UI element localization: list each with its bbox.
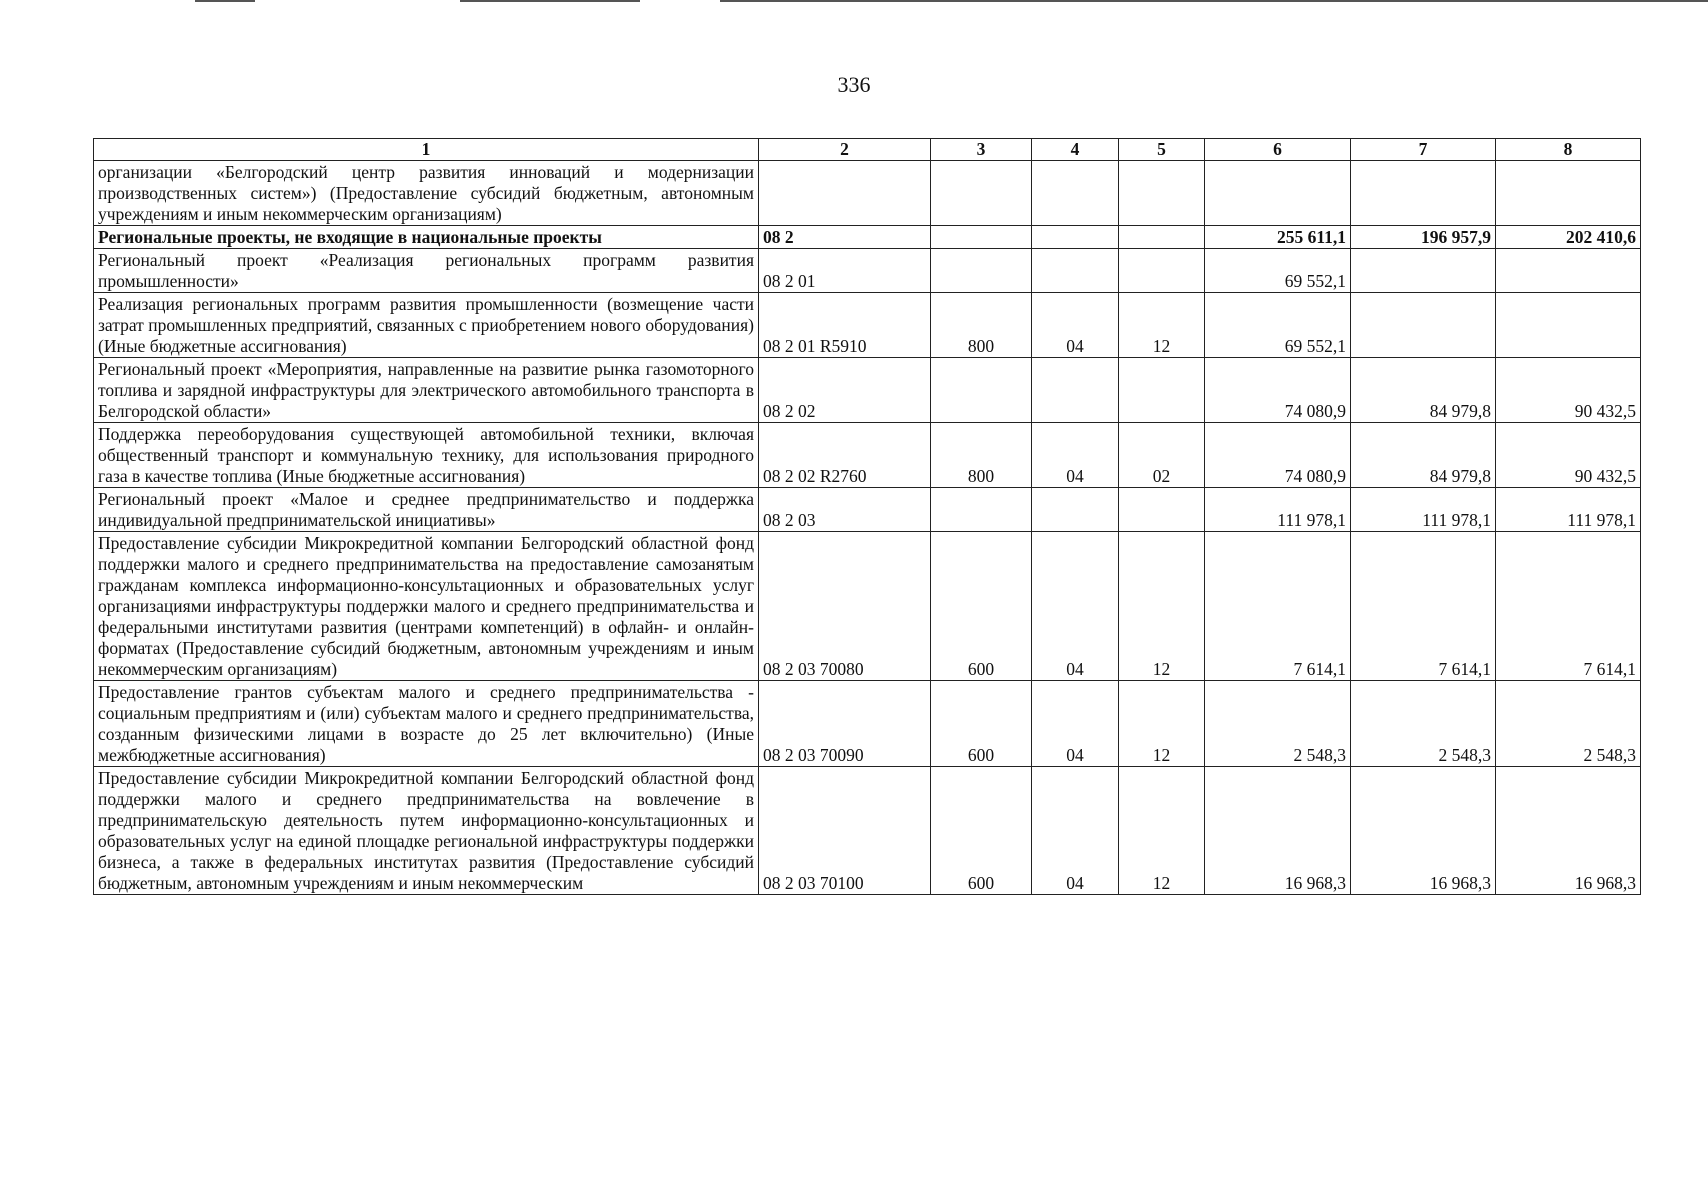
table-row: [94, 226, 1641, 249]
amount-year3-cell: [1496, 249, 1641, 293]
expense-type-cell: [931, 226, 1032, 249]
top-rule: [720, 0, 1708, 2]
expense-type-cell: [931, 358, 1032, 423]
amount-year2-cell: [1351, 161, 1496, 226]
column-header: 2: [759, 139, 931, 161]
table-row: [94, 293, 1641, 358]
amount-year3-cell: [1496, 293, 1641, 358]
section-cell: [1032, 488, 1119, 532]
expense-type-cell: [931, 488, 1032, 532]
section-cell: 04: [1032, 681, 1119, 767]
budget-table: [93, 138, 1641, 895]
amount-year3-cell: 111 978,1: [1496, 488, 1641, 532]
table-row: [94, 423, 1641, 488]
subsection-cell: 02: [1119, 423, 1205, 488]
amount-year3-cell: 90 432,5: [1496, 423, 1641, 488]
amount-year1-cell: 111 978,1: [1205, 488, 1351, 532]
table-row: [94, 358, 1641, 423]
amount-year1-cell: 7 614,1: [1205, 532, 1351, 681]
amount-year1-cell: [1205, 161, 1351, 226]
description-cell: Региональный проект «Мероприятия, направленные на развитие рынка газомоторного топлива и зарядной инфраструктуры для электрического автомобильного транспорта в Белгородской области»: [94, 358, 759, 423]
code-cell: 08 2 01: [759, 249, 931, 293]
amount-year3-cell: [1496, 161, 1641, 226]
table-row: [94, 488, 1641, 532]
amount-year1-cell: 69 552,1: [1205, 249, 1351, 293]
description-cell: организации «Белгородский центр развития инноваций и модернизации производственных систем») (Предоставление субсидий бюджетным, автономным учреждениям и иным некоммерческим организациям): [94, 161, 759, 226]
code-cell: 08 2 02: [759, 358, 931, 423]
column-header: 6: [1205, 139, 1351, 161]
column-header: 3: [931, 139, 1032, 161]
top-rule: [195, 0, 255, 2]
amount-year3-cell: 16 968,3: [1496, 767, 1641, 895]
amount-year1-cell: 69 552,1: [1205, 293, 1351, 358]
column-header: 4: [1032, 139, 1119, 161]
amount-year1-cell: 255 611,1: [1205, 226, 1351, 249]
amount-year2-cell: 84 979,8: [1351, 358, 1496, 423]
code-cell: 08 2: [759, 226, 931, 249]
table-row: [94, 532, 1641, 681]
amount-year2-cell: 84 979,8: [1351, 423, 1496, 488]
subsection-cell: [1119, 488, 1205, 532]
subsection-cell: 12: [1119, 767, 1205, 895]
expense-type-cell: 600: [931, 767, 1032, 895]
column-header: 7: [1351, 139, 1496, 161]
expense-type-cell: 600: [931, 532, 1032, 681]
section-cell: 04: [1032, 767, 1119, 895]
section-cell: [1032, 358, 1119, 423]
expense-type-cell: 800: [931, 423, 1032, 488]
section-cell: 04: [1032, 532, 1119, 681]
table-body: [94, 161, 1641, 895]
subsection-cell: 12: [1119, 293, 1205, 358]
table-row: [94, 681, 1641, 767]
code-cell: 08 2 03: [759, 488, 931, 532]
code-cell: 08 2 03 70080: [759, 532, 931, 681]
section-cell: 04: [1032, 293, 1119, 358]
code-cell: [759, 161, 931, 226]
amount-year2-cell: [1351, 293, 1496, 358]
amount-year2-cell: 2 548,3: [1351, 681, 1496, 767]
code-cell: 08 2 02 R2760: [759, 423, 931, 488]
expense-type-cell: 800: [931, 293, 1032, 358]
amount-year1-cell: 2 548,3: [1205, 681, 1351, 767]
table-row: [94, 767, 1641, 895]
description-cell: Поддержка переоборудования существующей автомобильной техники, включая общественный транспорт и коммунальную технику, для использования природного газа в качестве топлива (Иные бюджетные ассигнования): [94, 423, 759, 488]
amount-year3-cell: 2 548,3: [1496, 681, 1641, 767]
section-cell: [1032, 249, 1119, 293]
subsection-cell: [1119, 161, 1205, 226]
amount-year2-cell: [1351, 249, 1496, 293]
amount-year3-cell: 202 410,6: [1496, 226, 1641, 249]
subsection-cell: [1119, 249, 1205, 293]
description-cell: Предоставление субсидии Микрокредитной компании Белгородский областной фонд поддержки малого и среднего предпринимательства на вовлечение в предпринимательскую деятельность путем информационно-консультационных и образовательных услуг на единой площадке региональной инфраструктуры поддержки бизнеса, а также в федеральных институтах развития (Предоставление субсидий бюджетным, автономным учреждениям и иным некоммерческим: [94, 767, 759, 895]
subsection-cell: [1119, 358, 1205, 423]
code-cell: 08 2 03 70090: [759, 681, 931, 767]
description-cell: Предоставление субсидии Микрокредитной компании Белгородский областной фонд поддержки малого и среднего предпринимательства на предоставление самозанятым гражданам комплекса информационно-консультационных и образовательных услуг организациями инфраструктуры поддержки малого и среднего предпринимательства и федеральными институтами развития (центрами компетенций) в офлайн- и онлайн-форматах (Предоставление субсидий бюджетным, автономным учреждениям и иным некоммерческим организациям): [94, 532, 759, 681]
amount-year3-cell: 90 432,5: [1496, 358, 1641, 423]
top-rule: [460, 0, 640, 2]
amount-year2-cell: 7 614,1: [1351, 532, 1496, 681]
page-number: 336: [837, 72, 871, 97]
expense-type-cell: [931, 249, 1032, 293]
amount-year2-cell: 111 978,1: [1351, 488, 1496, 532]
amount-year2-cell: 196 957,9: [1351, 226, 1496, 249]
amount-year1-cell: 16 968,3: [1205, 767, 1351, 895]
description-cell: Региональный проект «Реализация региональных программ развития промышленности»: [94, 249, 759, 293]
code-cell: 08 2 03 70100: [759, 767, 931, 895]
column-header: 5: [1119, 139, 1205, 161]
table-row: [94, 249, 1641, 293]
amount-year3-cell: 7 614,1: [1496, 532, 1641, 681]
expense-type-cell: 600: [931, 681, 1032, 767]
section-cell: 04: [1032, 423, 1119, 488]
section-cell: [1032, 161, 1119, 226]
subsection-cell: 12: [1119, 681, 1205, 767]
description-cell: Региональные проекты, не входящие в национальные проекты: [94, 226, 759, 249]
code-cell: 08 2 01 R5910: [759, 293, 931, 358]
amount-year2-cell: 16 968,3: [1351, 767, 1496, 895]
expense-type-cell: [931, 161, 1032, 226]
section-cell: [1032, 226, 1119, 249]
description-cell: Реализация региональных программ развития промышленности (возмещение части затрат промышленных предприятий, связанных с приобретением нового оборудования) (Иные бюджетные ассигнования): [94, 293, 759, 358]
amount-year1-cell: 74 080,9: [1205, 423, 1351, 488]
description-cell: Предоставление грантов субъектам малого и среднего предпринимательства - социальным предприятиям и (или) субъектам малого и среднего предпринимательства, созданным физическими лицами в возрасте до 25 лет включительно) (Иные межбюджетные ассигнования): [94, 681, 759, 767]
table-row: [94, 161, 1641, 226]
column-header: 1: [94, 139, 759, 161]
amount-year1-cell: 74 080,9: [1205, 358, 1351, 423]
table-header-row: [94, 139, 1641, 161]
subsection-cell: [1119, 226, 1205, 249]
subsection-cell: 12: [1119, 532, 1205, 681]
column-header: 8: [1496, 139, 1641, 161]
description-cell: Региональный проект «Малое и среднее предпринимательство и поддержка индивидуальной предпринимательской инициативы»: [94, 488, 759, 532]
